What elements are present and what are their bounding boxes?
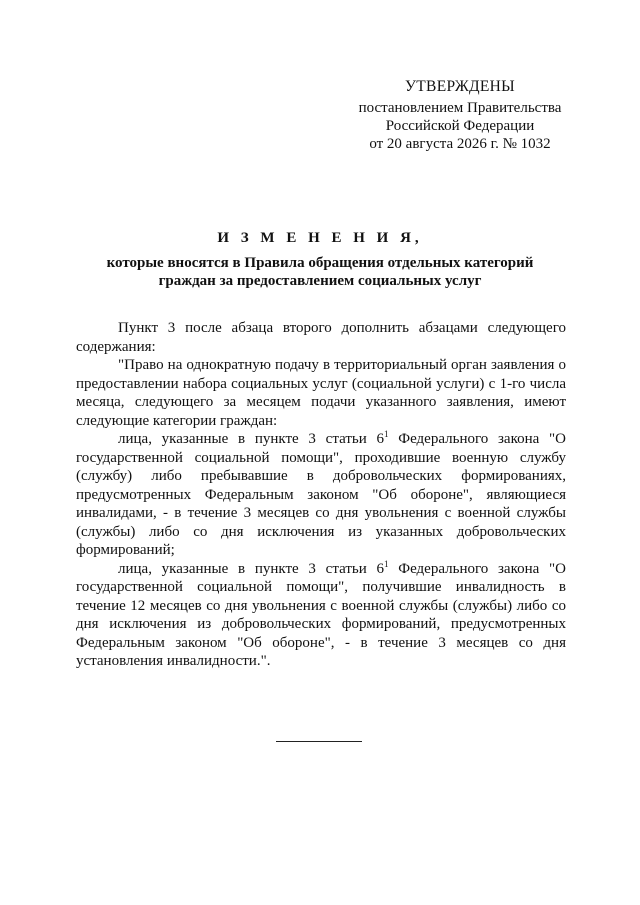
paragraph-3-text-start: лица, указанные в пункте 3 статьи 6 — [118, 431, 384, 447]
approval-stamp-block — [340, 78, 580, 153]
paragraph-3 — [76, 430, 566, 560]
document-subtitle-line-2: граждан за предоставлением социальных услуг — [158, 273, 482, 289]
paragraph-2: "Право на однократную подачу в территориальный орган заявления о предоставлении набора социальных услуг (социальной услуги) с 1-го числа месяца, следующего за месяцем подачи указанного заявления, имеют следующие категории граждан: — [76, 357, 566, 429]
document-subtitle-line-1: которые вносятся в Правила обращения отдельных категорий — [106, 255, 534, 271]
paragraph-1: Пункт 3 после абзаца второго дополнить абзацами следующего содержания: — [76, 320, 566, 355]
document-title: И З М Е Н Е Н И Я, — [217, 230, 423, 246]
paragraph-3-superscript: 1 — [384, 429, 389, 439]
document-body — [76, 319, 566, 671]
paragraph-4-text-start: лица, указанные в пункте 3 статьи 6 — [118, 560, 384, 577]
paragraph-3-text-end: Федерального закона "О государственной социальной помощи", проходившие военную службу (службу) либо пребывавшие в добровольческих формированиях, предусмотренных Федеральным законом "Об обороне", являющиеся инвалидами, - в течение 3 месяцев со дня увольнения с военной службы (службы) либо со дня исключения из указанных добровольческих формирований; — [76, 431, 566, 558]
approval-line-3: от 20 августа 2026 г. № 1032 — [369, 136, 551, 152]
paragraph-4 — [76, 560, 566, 671]
approval-line-2: Российской Федерации — [385, 118, 535, 134]
closing-separator-line — [276, 741, 362, 742]
approval-line-1: постановлением Правительства — [358, 100, 562, 116]
paragraph-4-superscript: 1 — [384, 558, 389, 569]
approval-heading: УТВЕРЖДЕНЫ — [405, 78, 515, 95]
paragraph-4-text-end: Федерального закона "О государственной социальной помощи", получившие инвалидность в течение 12 месяцев со дня увольнения с военной службы (службы) либо со дня исключения из добровольческих формирований, предусмотренных Федеральным законом "Об обороне", - в течение 3 месяцев со дня установления инвалидности.". — [76, 560, 566, 669]
document-title-block — [72, 228, 568, 290]
